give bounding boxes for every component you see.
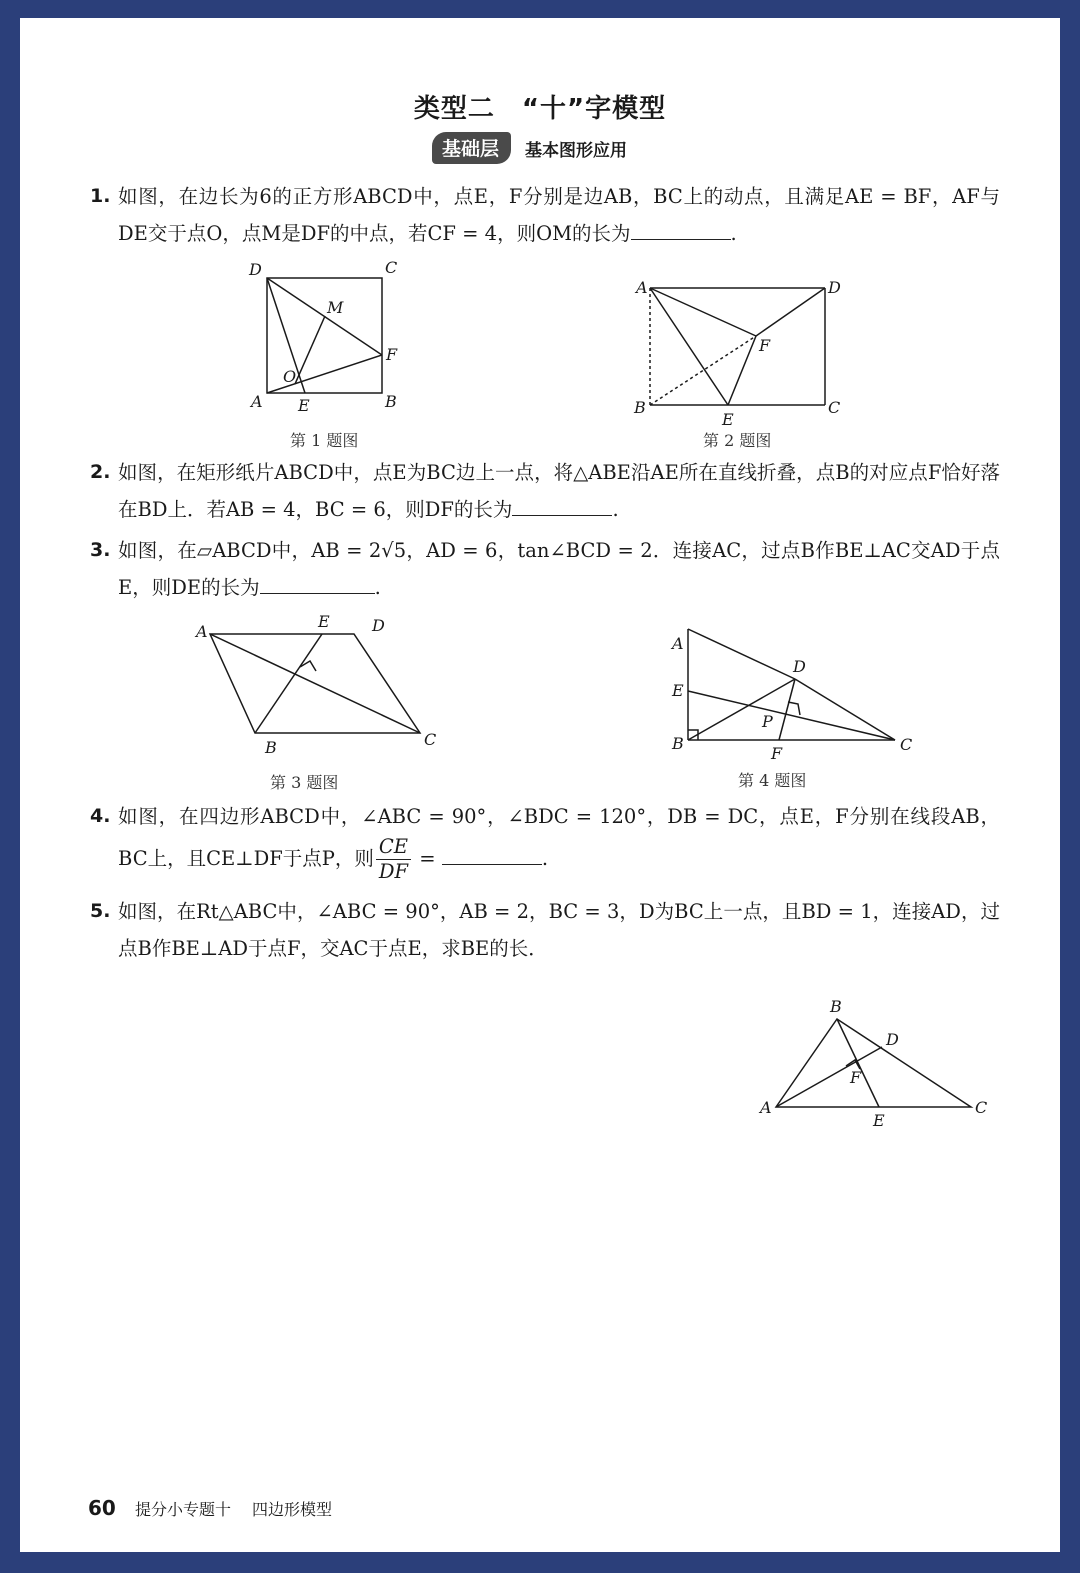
segment-fe xyxy=(728,336,756,405)
label-b: B xyxy=(672,734,684,753)
segment-ad xyxy=(776,1047,882,1107)
fraction-numerator: CE xyxy=(376,835,411,860)
label-b: B xyxy=(830,997,842,1016)
section-title: 类型二 “十”字模型 xyxy=(413,94,667,124)
footer-section: 提分小专题十 xyxy=(134,1500,231,1519)
label-a: A xyxy=(251,392,263,411)
answer-blank[interactable] xyxy=(512,493,612,516)
figure-4-caption: 第 4 题图 xyxy=(738,771,807,790)
fraction-ce-df xyxy=(376,835,411,884)
question-2 xyxy=(90,454,1000,528)
side-dc xyxy=(795,679,895,740)
figure-3 xyxy=(192,612,437,758)
figure-2 xyxy=(630,263,870,429)
answer-blank[interactable] xyxy=(442,842,542,865)
label-b: B xyxy=(385,392,397,411)
figure-1 xyxy=(245,258,425,423)
figure-5 xyxy=(758,998,1008,1128)
figure-2-caption: 第 2 题图 xyxy=(703,431,772,450)
label-m: M xyxy=(327,298,344,317)
label-p: P xyxy=(762,712,773,731)
question-number: 2. xyxy=(90,461,111,483)
label-e: E xyxy=(722,410,734,429)
page xyxy=(20,18,1060,1552)
question-number: 4. xyxy=(90,805,111,827)
question-text: 如图，在四边形ABCD中，∠ABC = 90°，∠BDC = 120°，DB = DC，点E，F分别在线段AB，BC上，且CE⊥DF于点P，则 xyxy=(118,805,1000,870)
question-text: 如图，在▱ABCD中，AB = 2√5，AD = 6，tan∠BCD = 2．连接AC，过点B作BE⊥AC交AD于点E，则DE的长为 xyxy=(118,539,1000,599)
label-d: D xyxy=(793,657,806,676)
figure-3-caption: 第 3 题图 xyxy=(270,773,339,792)
question-end: . xyxy=(374,576,381,599)
label-c: C xyxy=(385,258,398,277)
question-end: . xyxy=(541,847,549,870)
label-c: C xyxy=(828,398,841,417)
page-footer xyxy=(88,1496,332,1520)
label-d: D xyxy=(828,278,841,297)
label-e: E xyxy=(298,396,310,415)
question-end: . xyxy=(612,498,619,521)
answer-blank[interactable] xyxy=(631,217,731,240)
question-text: 如图，在矩形纸片ABCD中，点E为BC边上一点，将△ABE沿AE所在直线折叠，点B的对应点F恰好落在BD上．若AB = 4，BC = 6，则DF的长为 xyxy=(118,461,1000,521)
label-f: F xyxy=(759,336,771,355)
label-d: D xyxy=(886,1030,899,1049)
segment-bf-dashed xyxy=(650,336,756,405)
fraction-denominator: DF xyxy=(378,860,409,883)
label-o: O xyxy=(283,367,297,386)
label-e: E xyxy=(873,1111,885,1130)
question-text: 如图，在Rt△ABC中，∠ABC = 90°，AB = 2，BC = 3，D为BC上一点，且BD = 1，连接AD，过点B作BE⊥AD于点F，交AC于点E，求BE的长． xyxy=(118,900,1000,960)
label-a: A xyxy=(636,278,648,297)
question-4 xyxy=(90,798,1000,884)
level-row xyxy=(432,132,627,164)
question-end: . xyxy=(730,222,737,245)
side-ad xyxy=(688,629,795,679)
question-number: 3. xyxy=(90,539,111,561)
label-f: F xyxy=(850,1068,862,1087)
segment-df xyxy=(779,679,795,740)
question-1 xyxy=(90,178,1000,252)
segment-be xyxy=(255,634,322,733)
label-d: D xyxy=(249,260,262,279)
figure-1-caption: 第 1 题图 xyxy=(290,431,359,450)
footer-topic: 四边形模型 xyxy=(252,1500,333,1519)
figure-4 xyxy=(645,613,915,763)
segment-fd xyxy=(756,288,825,336)
diagonal-ac xyxy=(210,634,420,733)
label-a: A xyxy=(672,634,684,653)
label-b: B xyxy=(634,398,646,417)
segment-bd xyxy=(688,679,795,740)
right-angle-mark-p xyxy=(788,702,800,715)
label-c: C xyxy=(975,1098,988,1117)
question-number: 1. xyxy=(90,185,111,207)
question-3 xyxy=(90,532,1000,606)
question-5 xyxy=(90,893,1000,967)
segment-om xyxy=(295,316,325,384)
question-number: 5. xyxy=(90,900,111,922)
label-e: E xyxy=(672,681,684,700)
label-e: E xyxy=(318,612,330,631)
label-f: F xyxy=(771,744,783,763)
label-f: F xyxy=(386,345,398,364)
label-a: A xyxy=(760,1098,772,1117)
label-b: B xyxy=(265,738,277,757)
label-c: C xyxy=(424,730,437,749)
answer-blank[interactable] xyxy=(260,571,375,594)
equals-sign: = xyxy=(419,847,436,870)
segment-ce xyxy=(688,691,895,740)
label-c: C xyxy=(900,735,913,754)
label-d: D xyxy=(372,616,385,635)
level-description: 基本图形应用 xyxy=(525,140,628,161)
question-text: 如图，在边长为6的正方形ABCD中，点E，F分别是边AB，BC上的动点，且满足AE = BF，AF与DE交于点O，点M是DF的中点，若CF = 4，则OM的长为 xyxy=(118,185,1000,245)
label-a: A xyxy=(196,622,208,641)
level-badge: 基础层 xyxy=(432,132,511,164)
page-number: 60 xyxy=(88,1496,116,1520)
